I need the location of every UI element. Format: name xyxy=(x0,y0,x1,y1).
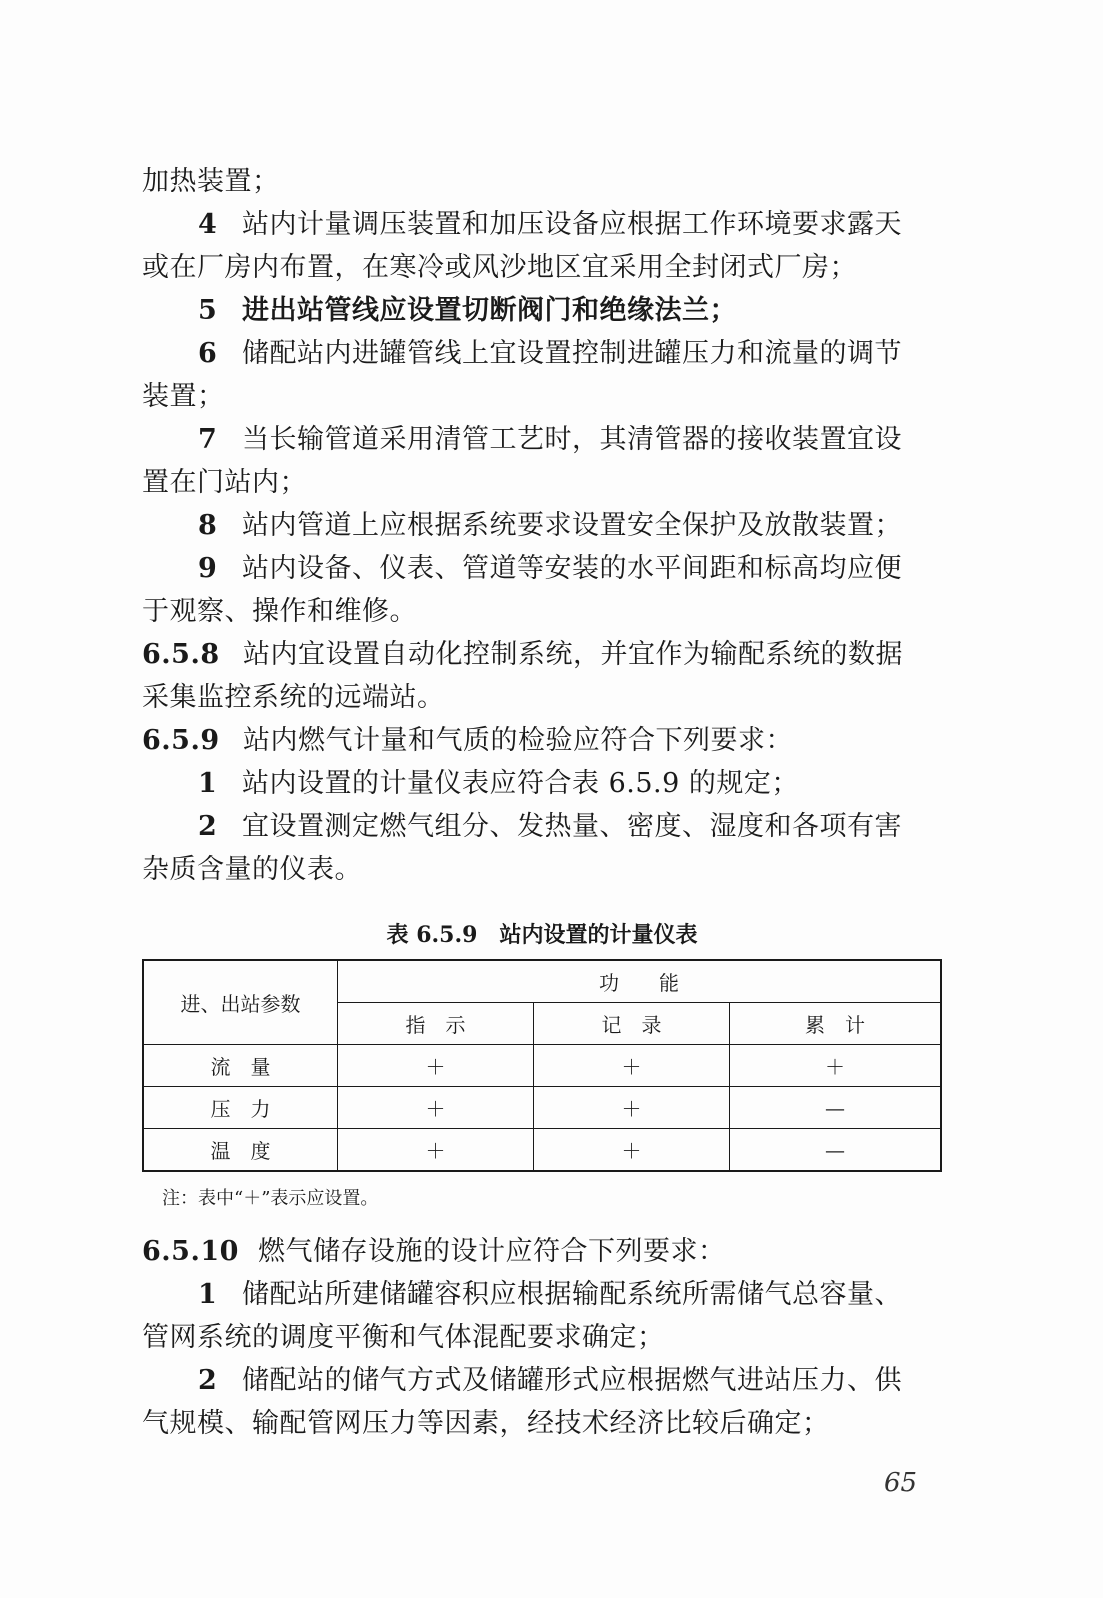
list-item: 2 储配站的储气方式及储罐形式应根据燃气进站压力、供 xyxy=(198,1365,902,1396)
sub-header: 记 录 xyxy=(534,1003,730,1045)
table-row xyxy=(143,1129,941,1172)
body-line: 气规模、输配管网压力等因素，经技术经济比较后确定； xyxy=(142,1408,830,1439)
section-clause: 6.5.9 站内燃气计量和气质的检验应符合下列要求： xyxy=(142,725,793,756)
table-cell: — xyxy=(730,1087,942,1129)
section-clause: 6.5.8 站内宜设置自动化控制系统，并宜作为输配系统的数据 xyxy=(142,639,903,670)
row-label: 流 量 xyxy=(143,1045,338,1087)
table-cell: ＋ xyxy=(338,1129,534,1172)
list-item: 4 站内计量调压装置和加压设备应根据工作环境要求露天 xyxy=(198,209,902,240)
page-number: 65 xyxy=(884,1468,918,1498)
list-item: 6 储配站内进罐管线上宜设置控制进罐压力和流量的调节 xyxy=(198,338,902,369)
list-item: 2 宜设置测定燃气组分、发热量、密度、湿度和各项有害 xyxy=(198,811,902,842)
body-line: 置在门站内； xyxy=(142,467,307,498)
table-title: 表 6.5.9 站内设置的计量仪表 xyxy=(386,922,698,948)
section-clause: 6.5.10 燃气储存设施的设计应符合下列要求： xyxy=(142,1236,726,1267)
table-cell: ＋ xyxy=(338,1045,534,1087)
table-row xyxy=(143,1045,941,1087)
list-item: 1 站内设置的计量仪表应符合表 6.5.9 的规定； xyxy=(198,768,799,799)
table-cell: ＋ xyxy=(534,1087,730,1129)
table-cell: ＋ xyxy=(730,1045,942,1087)
meter-table xyxy=(142,959,942,1172)
sub-header: 指 示 xyxy=(338,1003,534,1045)
table-cell: — xyxy=(730,1129,942,1172)
header-function: 功 能 xyxy=(338,960,942,1003)
body-line: 采集监控系统的远端站。 xyxy=(142,682,445,713)
list-item: 9 站内设备、仪表、管道等安装的水平间距和标高均应便 xyxy=(198,553,902,584)
table-row xyxy=(143,1087,941,1129)
list-item: 1 储配站所建储罐容积应根据输配系统所需储气总容量、 xyxy=(198,1279,902,1310)
body-line: 于观察、操作和维修。 xyxy=(142,596,417,627)
body-line: 装置； xyxy=(142,381,225,412)
list-item: 7 当长输管道采用清管工艺时，其清管器的接收装置宜设 xyxy=(198,424,902,455)
list-item: 8 站内管道上应根据系统要求设置安全保护及放散装置； xyxy=(198,510,902,541)
row-label: 压 力 xyxy=(143,1087,338,1129)
body-line: 管网系统的调度平衡和气体混配要求确定； xyxy=(142,1322,665,1353)
table-cell: ＋ xyxy=(534,1045,730,1087)
table-cell: ＋ xyxy=(338,1087,534,1129)
header-param: 进、出站参数 xyxy=(143,960,338,1045)
body-line: 杂质含量的仪表。 xyxy=(142,854,362,885)
page-body xyxy=(142,160,942,1445)
body-line: 或在厂房内布置，在寒冷或风沙地区宜采用全封闭式厂房； xyxy=(142,252,857,283)
list-item: 5 进出站管线应设置切断阀门和绝缘法兰； xyxy=(198,295,737,326)
table-cell: ＋ xyxy=(534,1129,730,1172)
sub-header: 累 计 xyxy=(730,1003,942,1045)
row-label: 温 度 xyxy=(143,1129,338,1172)
table-note: 注：表中“＋”表示应设置。 xyxy=(162,1188,379,1209)
body-line: 加热装置； xyxy=(142,166,280,197)
